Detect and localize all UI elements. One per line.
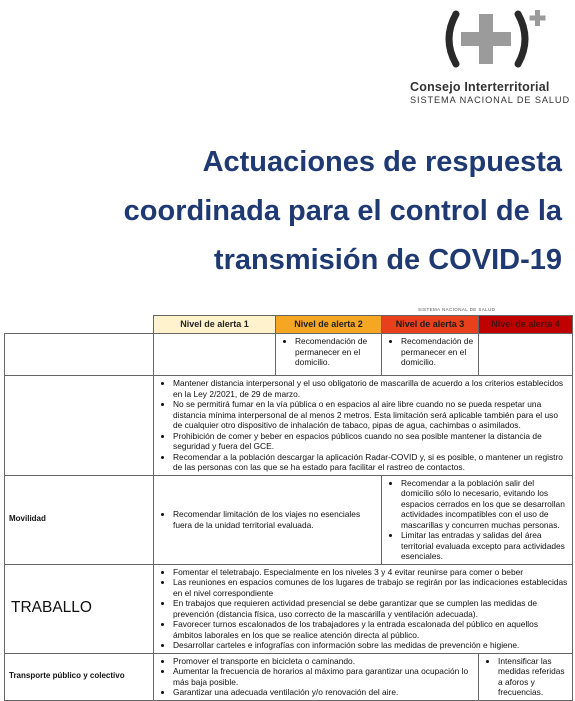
level-3-cell: [382, 334, 479, 376]
list-item: • No se permitirá fumar en la vía pública o en espacios al aire libre cuando no se pueda respetar una distancia mínima interpersonal de al menos 2 metros. Esta limitación será aplicable también para el uso de cualquier otro dispositivo de inhalación de tabaco, pipas de agua, cachimbas o asimilados.: [173, 399, 568, 431]
transporte-level-4-cell: [479, 653, 573, 700]
table-header-row: [5, 316, 573, 334]
list-item: • Limitar las entradas y salidas del área territorial evaluada excepto para actividades esenciales.: [401, 530, 568, 562]
list-item: • Las reuniones en espacios comunes de los lugares de trabajo se regirán por las indicaciones establecidas en el nivel correspondiente: [173, 577, 568, 598]
table-row: [5, 334, 573, 376]
row-label-movilidad: Movilidad: [5, 475, 154, 564]
level-2-cell: [276, 334, 382, 376]
list-item: • Intensificar las medidas referidas a aforos y frecuencias.: [498, 656, 568, 698]
row-label-transporte: Transporte público y colectivo: [5, 653, 154, 700]
list-item: • Recomendar limitación de los viajes no esenciales fuera de la unidad territorial evaluada.: [173, 509, 377, 530]
level-1-header: Nivel de alerta 1: [154, 316, 276, 334]
org-subtitle: SISTEMA NACIONAL DE SALUD: [410, 95, 571, 105]
trabajo-cell: [154, 564, 573, 653]
left-parenthesis-icon: [449, 14, 456, 64]
measures-table: [4, 315, 573, 701]
list-item: • Prohibición de comer y beber en espacios públicos cuando no sea posible mantener la distancia de seguridad y fuera del GCE.: [173, 431, 568, 452]
list-item: • Desarrollar carteles e infografías con información sobre las medidas de prevención e higiene.: [173, 640, 568, 651]
list-item: • Fomentar el teletrabajo. Especialmente en los niveles 3 y 4 evitar reunirse para comer o beber: [173, 567, 568, 578]
list-item: • Garantizar una adecuada ventilación y/o renovación del aire.: [173, 687, 474, 698]
level-2-header: Nivel de alerta 2: [276, 316, 382, 334]
row-label-empty: [5, 334, 154, 376]
level-4-header: Nivel de alerta 4: [479, 316, 573, 334]
table-row: [5, 653, 573, 700]
table-row: [5, 564, 573, 653]
title-line: Actuaciones de respuesta: [202, 146, 562, 178]
right-parenthesis-icon: [518, 14, 525, 64]
row-label-trabajo: TRABALLO: [5, 564, 154, 653]
title-line: transmisión de COVID-19: [213, 244, 562, 276]
list-item: • Promover el transporte en bicicleta o caminando.: [173, 656, 474, 667]
movilidad-low-cell: [154, 475, 382, 564]
document-title: [22, 138, 562, 285]
level-3-header: Nivel de alerta 3: [382, 316, 479, 334]
list-item: • Recomendación de permanecer en el domicilio.: [401, 336, 474, 368]
list-item: • Recomendar a la población descargar la aplicación Radar-COVID y, si es posible, o mantener un registro de las personas con las que se ha estado para facilitar el rastreo de contactos.: [173, 452, 568, 473]
movilidad-high-cell: [382, 475, 573, 564]
org-name: Consejo Interterritorial: [410, 80, 550, 94]
table-caption: SISTEMA NACIONAL DE SALUD: [418, 307, 496, 312]
list-item: • Recomendación de permanecer en el domicilio.: [295, 336, 377, 368]
table-row: [5, 475, 573, 564]
title-line: coordinada para el control de la: [123, 195, 562, 227]
list-item: • Favorecer turnos escalonados de los trabajadores y la entrada escalonada del público en aquellos ámbitos laborales en los que se realice atención directa al público.: [173, 619, 568, 640]
table-row: [5, 376, 573, 476]
plus-horizontal: [530, 16, 546, 21]
cross-horizontal: [461, 32, 511, 46]
list-item: • En trabajos que requieren actividad presencial se debe garantizar que se cumplen las medidas de prevención (distancia física, uso correcto de la mascarilla y ventilación adecuada).: [173, 598, 568, 619]
list-item: • Aumentar la frecuencia de horarios al máximo para garantizar una ocupación lo más baja posible.: [173, 666, 474, 687]
general-measures-cell: [154, 376, 573, 476]
row-label-empty: [5, 376, 154, 476]
empty-corner: [5, 316, 154, 334]
list-item: • Recomendar a la población salir del domicilio sólo lo necesario, evitando los espacios cerrados en los que se desarrollan actividades incompatibles con el uso de mascarillas y concurren muchas personas.: [401, 478, 568, 531]
list-item: • Mantener distancia interpersonal y el uso obligatorio de mascarilla de acuerdo a los criterios establecidos en la Ley 2/2021, de 29 de marzo.: [173, 378, 568, 399]
level-4-cell: [479, 334, 573, 376]
level-1-cell: [154, 334, 276, 376]
consejo-logo: [440, 8, 550, 70]
transporte-cell: [154, 653, 479, 700]
